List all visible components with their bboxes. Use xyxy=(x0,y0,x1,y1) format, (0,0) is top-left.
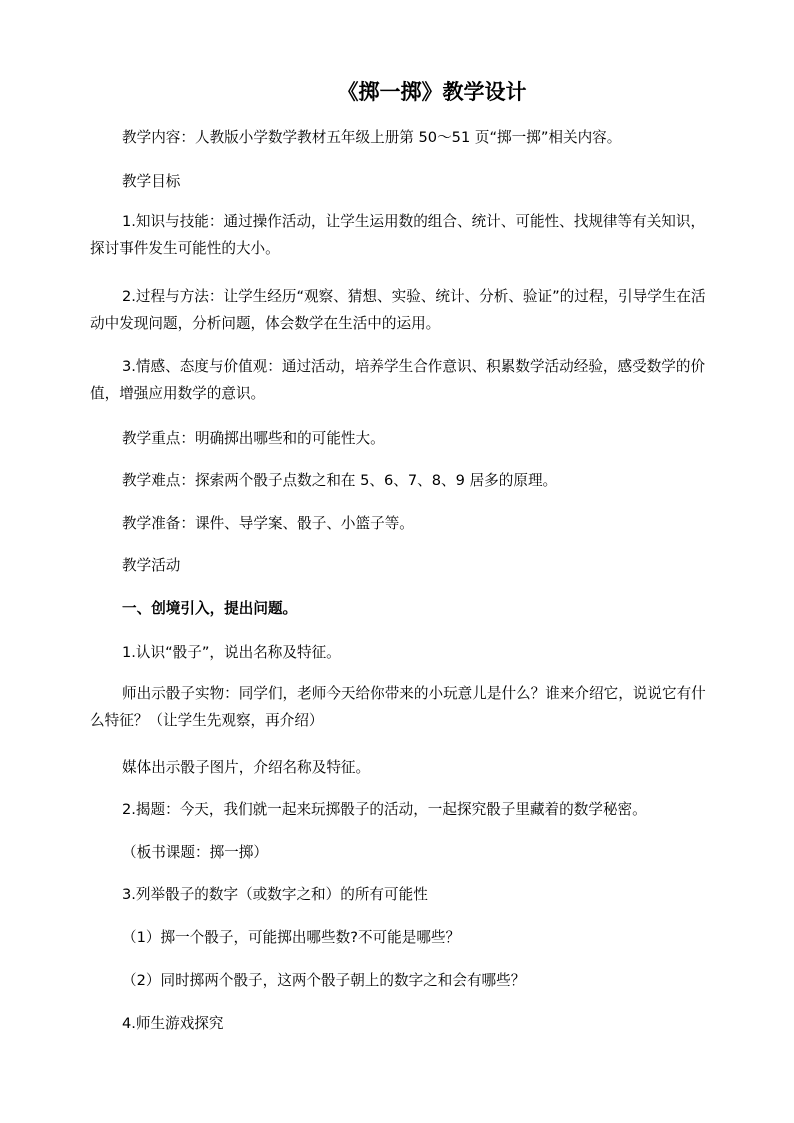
paragraph-difficulty: 教学难点：探索两个骰子点数之和在 5、6、7、8、9 居多的原理。 xyxy=(122,472,558,489)
paragraph-goal-emotion: 3.情感、态度与价值观：通过活动，培养学生合作意识、积累数学活动经验，感受数学的价值，增强应用数学的意识。 xyxy=(90,358,706,402)
paragraph-two-dice: （2）同时掷两个骰子，这两个骰子朝上的数字之和会有哪些？ xyxy=(122,972,526,989)
paragraph-know-dice: 1.认识“骰子”，说出名称及特征。 xyxy=(122,644,341,661)
paragraph-media-shows-dice: 媒体出示骰子图片，介绍名称及特征。 xyxy=(122,759,371,776)
paragraph-teacher-shows-dice: 师出示骰子实物：同学们，老师今天给你带来的小玩意儿是什么？谁来介绍它，说说它有什么特征？（让学生先观察，再介绍） xyxy=(90,685,706,729)
paragraph-goal-knowledge: 1.知识与技能：通过操作活动，让学生运用数的组合、统计、可能性、找规律等有关知识，探讨事件发生可能性的大小。 xyxy=(90,213,706,257)
paragraph-list-possibilities: 3.列举骰子的数字（或数字之和）的所有可能性 xyxy=(122,886,428,903)
paragraph-preparation: 教学准备：课件、导学案、骰子、小篮子等。 xyxy=(122,515,414,532)
section-heading-introduction: 一、创境引入，提出问题。 xyxy=(122,600,298,617)
document-title: 《掷一掷》教学设计 xyxy=(337,79,527,104)
paragraph-key-point: 教学重点：明确掷出哪些和的可能性大。 xyxy=(122,430,385,447)
paragraph-teaching-goals-heading: 教学目标 xyxy=(122,173,181,190)
paragraph-activities-heading: 教学活动 xyxy=(122,557,181,574)
paragraph-game-exploration: 4.师生游戏探究 xyxy=(122,1015,224,1032)
paragraph-one-die: （1）掷一个骰子，可能掷出哪些数?不可能是哪些？ xyxy=(122,929,461,946)
paragraph-board-title: （板书课题：掷一掷） xyxy=(122,844,268,861)
paragraph-goal-process: 2.过程与方法：让学生经历“观察、猜想、实验、统计、分析、验证”的过程，引导学生在活动中发现问题，分析问题，体会数学在生活中的运用。 xyxy=(90,288,706,332)
paragraph-teaching-content: 教学内容：人教版小学数学教材五年级上册第 50～51 页“掷一掷”相关内容。 xyxy=(122,129,622,146)
paragraph-reveal-topic: 2.揭题：今天，我们就一起来玩掷骰子的活动，一起探究骰子里藏着的数学秘密。 xyxy=(122,801,647,818)
